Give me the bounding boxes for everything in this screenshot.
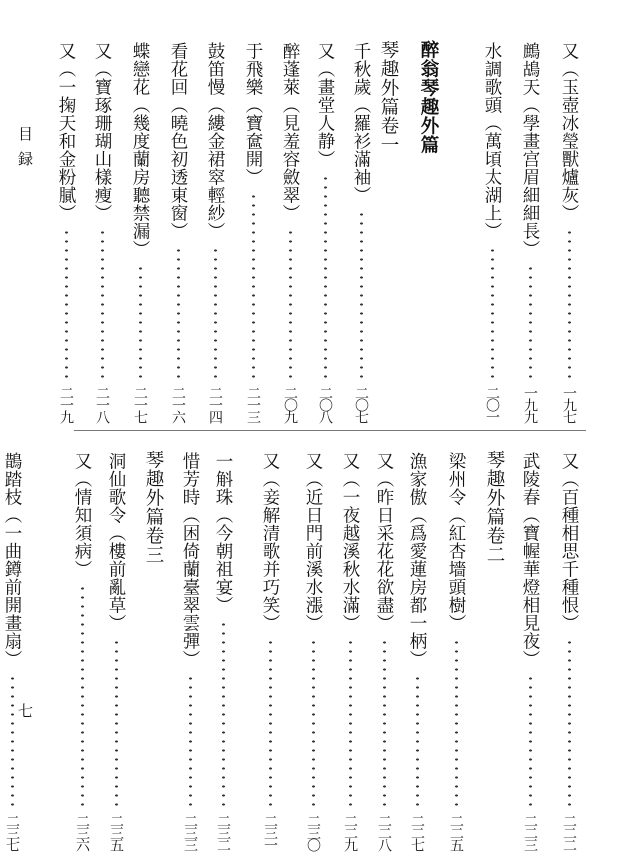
entry-title: 蝶戀花（幾度蘭房聽禁漏）	[130, 42, 150, 258]
entry-page-number: 二二五	[448, 814, 464, 850]
section-heading: 醉翁琴趣外篇	[418, 40, 439, 154]
leader-dots	[349, 638, 352, 810]
toc-entry[interactable]	[278, 42, 302, 432]
toc-entry[interactable]	[444, 452, 468, 860]
leader-dots	[568, 638, 571, 810]
section-heading: 琴趣外篇卷二	[484, 450, 505, 564]
toc-entry[interactable]	[301, 452, 325, 860]
entry-page-number: 二〇七	[353, 386, 369, 422]
entry-page-number: 二三五	[108, 814, 124, 850]
entry-title: 洞仙歌令（樓前亂草）	[106, 452, 126, 632]
leader-dots	[529, 264, 532, 382]
entry-title: 鷓鴣天（學畫宫眉細細長）	[520, 42, 540, 258]
entry-page-number: 一九七	[561, 386, 577, 422]
entry-page-number: 二一六	[170, 386, 186, 422]
leader-dots	[189, 674, 192, 810]
leader-dots	[491, 246, 494, 382]
leader-dots	[383, 638, 386, 810]
entry-title: 梁州令（紅杏墻頭樹）	[446, 452, 466, 632]
section-heading: 琴趣外篇卷三	[143, 450, 164, 564]
leader-dots	[139, 264, 142, 382]
leader-dots	[115, 638, 118, 810]
page-number: 七	[16, 703, 34, 718]
entry-page-number: 二三一	[262, 814, 278, 850]
toc-entry[interactable]	[203, 42, 227, 432]
entry-title: 一斛珠（今朝祖宴）	[213, 452, 233, 614]
entry-title: 武陵春（寶幄華燈相見夜）	[520, 452, 540, 668]
toc-entry[interactable]	[166, 42, 190, 432]
toc-entry[interactable]	[313, 42, 337, 432]
entry-title: 看花回（曉色初透東窗）	[168, 42, 188, 240]
entry-title: 又（百種相思千種恨）	[559, 452, 579, 632]
toc-entry[interactable]	[349, 42, 373, 432]
leader-dots	[11, 674, 14, 810]
toc-entry[interactable]	[338, 452, 362, 860]
leader-dots	[81, 584, 84, 810]
entry-page-number: 二三〇	[305, 814, 321, 850]
entry-page-number: 二二三	[522, 814, 538, 850]
entry-title: 又（近日門前溪水漲）	[303, 452, 323, 632]
leader-dots	[101, 228, 104, 382]
entry-page-number: 二三七	[4, 814, 20, 850]
toc-entry[interactable]	[211, 452, 235, 860]
leader-dots	[65, 228, 68, 382]
entry-title: 惜芳時（困倚蘭臺翠雲彈）	[180, 452, 200, 668]
leader-dots	[214, 246, 217, 382]
toc-entry[interactable]	[518, 42, 542, 432]
entry-page-number: 一九九	[522, 386, 538, 422]
toc-entry[interactable]	[241, 42, 265, 432]
entry-page-number: 二二七	[409, 814, 425, 850]
entry-title: 又（一掬天和金粉膩）	[56, 42, 76, 222]
toc-entry[interactable]	[104, 452, 128, 860]
toc-entry[interactable]	[70, 452, 94, 860]
toc-entry[interactable]	[405, 452, 429, 860]
entry-title: 又（玉壺冰瑩獸爐灰）	[559, 42, 579, 222]
leader-dots	[360, 210, 363, 382]
toc-entry[interactable]	[372, 452, 396, 860]
entry-page-number: 二〇八	[317, 386, 333, 422]
leader-dots	[324, 174, 327, 382]
entry-title: 鼓笛慢（縷金裙窣輕紗）	[205, 42, 225, 240]
entry-page-number: 二〇九	[282, 386, 298, 422]
entry-page-number: 二二九	[342, 814, 358, 850]
toc-entry[interactable]	[557, 452, 581, 860]
leader-dots	[289, 228, 292, 382]
entry-title: 又（寶琢珊瑚山樣瘦）	[92, 42, 112, 222]
toc-entry[interactable]	[518, 452, 542, 860]
leader-dots	[568, 228, 571, 382]
mulu-label: 目録	[16, 126, 34, 176]
entry-page-number: 二一七	[132, 386, 148, 422]
entry-page-number: 二一四	[207, 386, 223, 422]
leader-dots	[416, 674, 419, 810]
entry-title: 醉蓬萊（見羞容斂翠）	[280, 42, 300, 222]
toc-entry[interactable]	[258, 452, 282, 860]
entry-page-number: 二一八	[94, 386, 110, 422]
entry-title: 又（情知須病）	[72, 452, 92, 578]
toc-entry[interactable]	[54, 42, 78, 432]
entry-page-number: 二三二	[215, 814, 231, 850]
entry-title: 又（一夜越溪秋水滿）	[340, 452, 360, 632]
leader-dots	[529, 674, 532, 810]
entry-page-number: 二二二	[561, 814, 577, 850]
entry-page-number: 二三三	[182, 814, 198, 850]
leader-dots	[252, 192, 255, 382]
entry-title: 鵲踏枝（一曲鐏前開畫扇）	[2, 452, 22, 668]
section-heading: 琴趣外篇卷一	[378, 40, 399, 154]
entry-title: 于飛樂（寶奩開）	[243, 42, 263, 186]
entry-title: 漁家傲（爲愛蓮房都一柄）	[407, 452, 427, 668]
toc-entry[interactable]	[557, 42, 581, 432]
leader-dots	[177, 246, 180, 382]
leader-dots	[269, 638, 272, 810]
toc-entry[interactable]	[128, 42, 152, 432]
entry-page-number: 二〇一	[484, 386, 500, 422]
leader-dots	[312, 638, 315, 810]
entry-page-number: 二二八	[376, 814, 392, 850]
entry-title: 又（昨日采花花欲盡）	[374, 452, 394, 632]
entry-page-number: 二三六	[74, 814, 90, 850]
entry-title: 又（畫堂人静）	[315, 42, 335, 168]
leader-dots	[222, 620, 225, 810]
toc-entry[interactable]	[480, 42, 504, 432]
leader-dots	[455, 638, 458, 810]
entry-title: 又（妾解清歌并巧笑）	[260, 452, 280, 632]
entry-title: 水調歌頭（萬頃太湖上）	[482, 42, 502, 240]
toc-entry[interactable]	[90, 42, 114, 432]
entry-page-number: 二一三	[245, 386, 261, 422]
toc-entry[interactable]	[0, 452, 24, 860]
toc-entry[interactable]	[178, 452, 202, 860]
entry-page-number: 二一九	[58, 386, 74, 422]
entry-title: 千秋歲（羅衫滿袖）	[351, 42, 371, 204]
